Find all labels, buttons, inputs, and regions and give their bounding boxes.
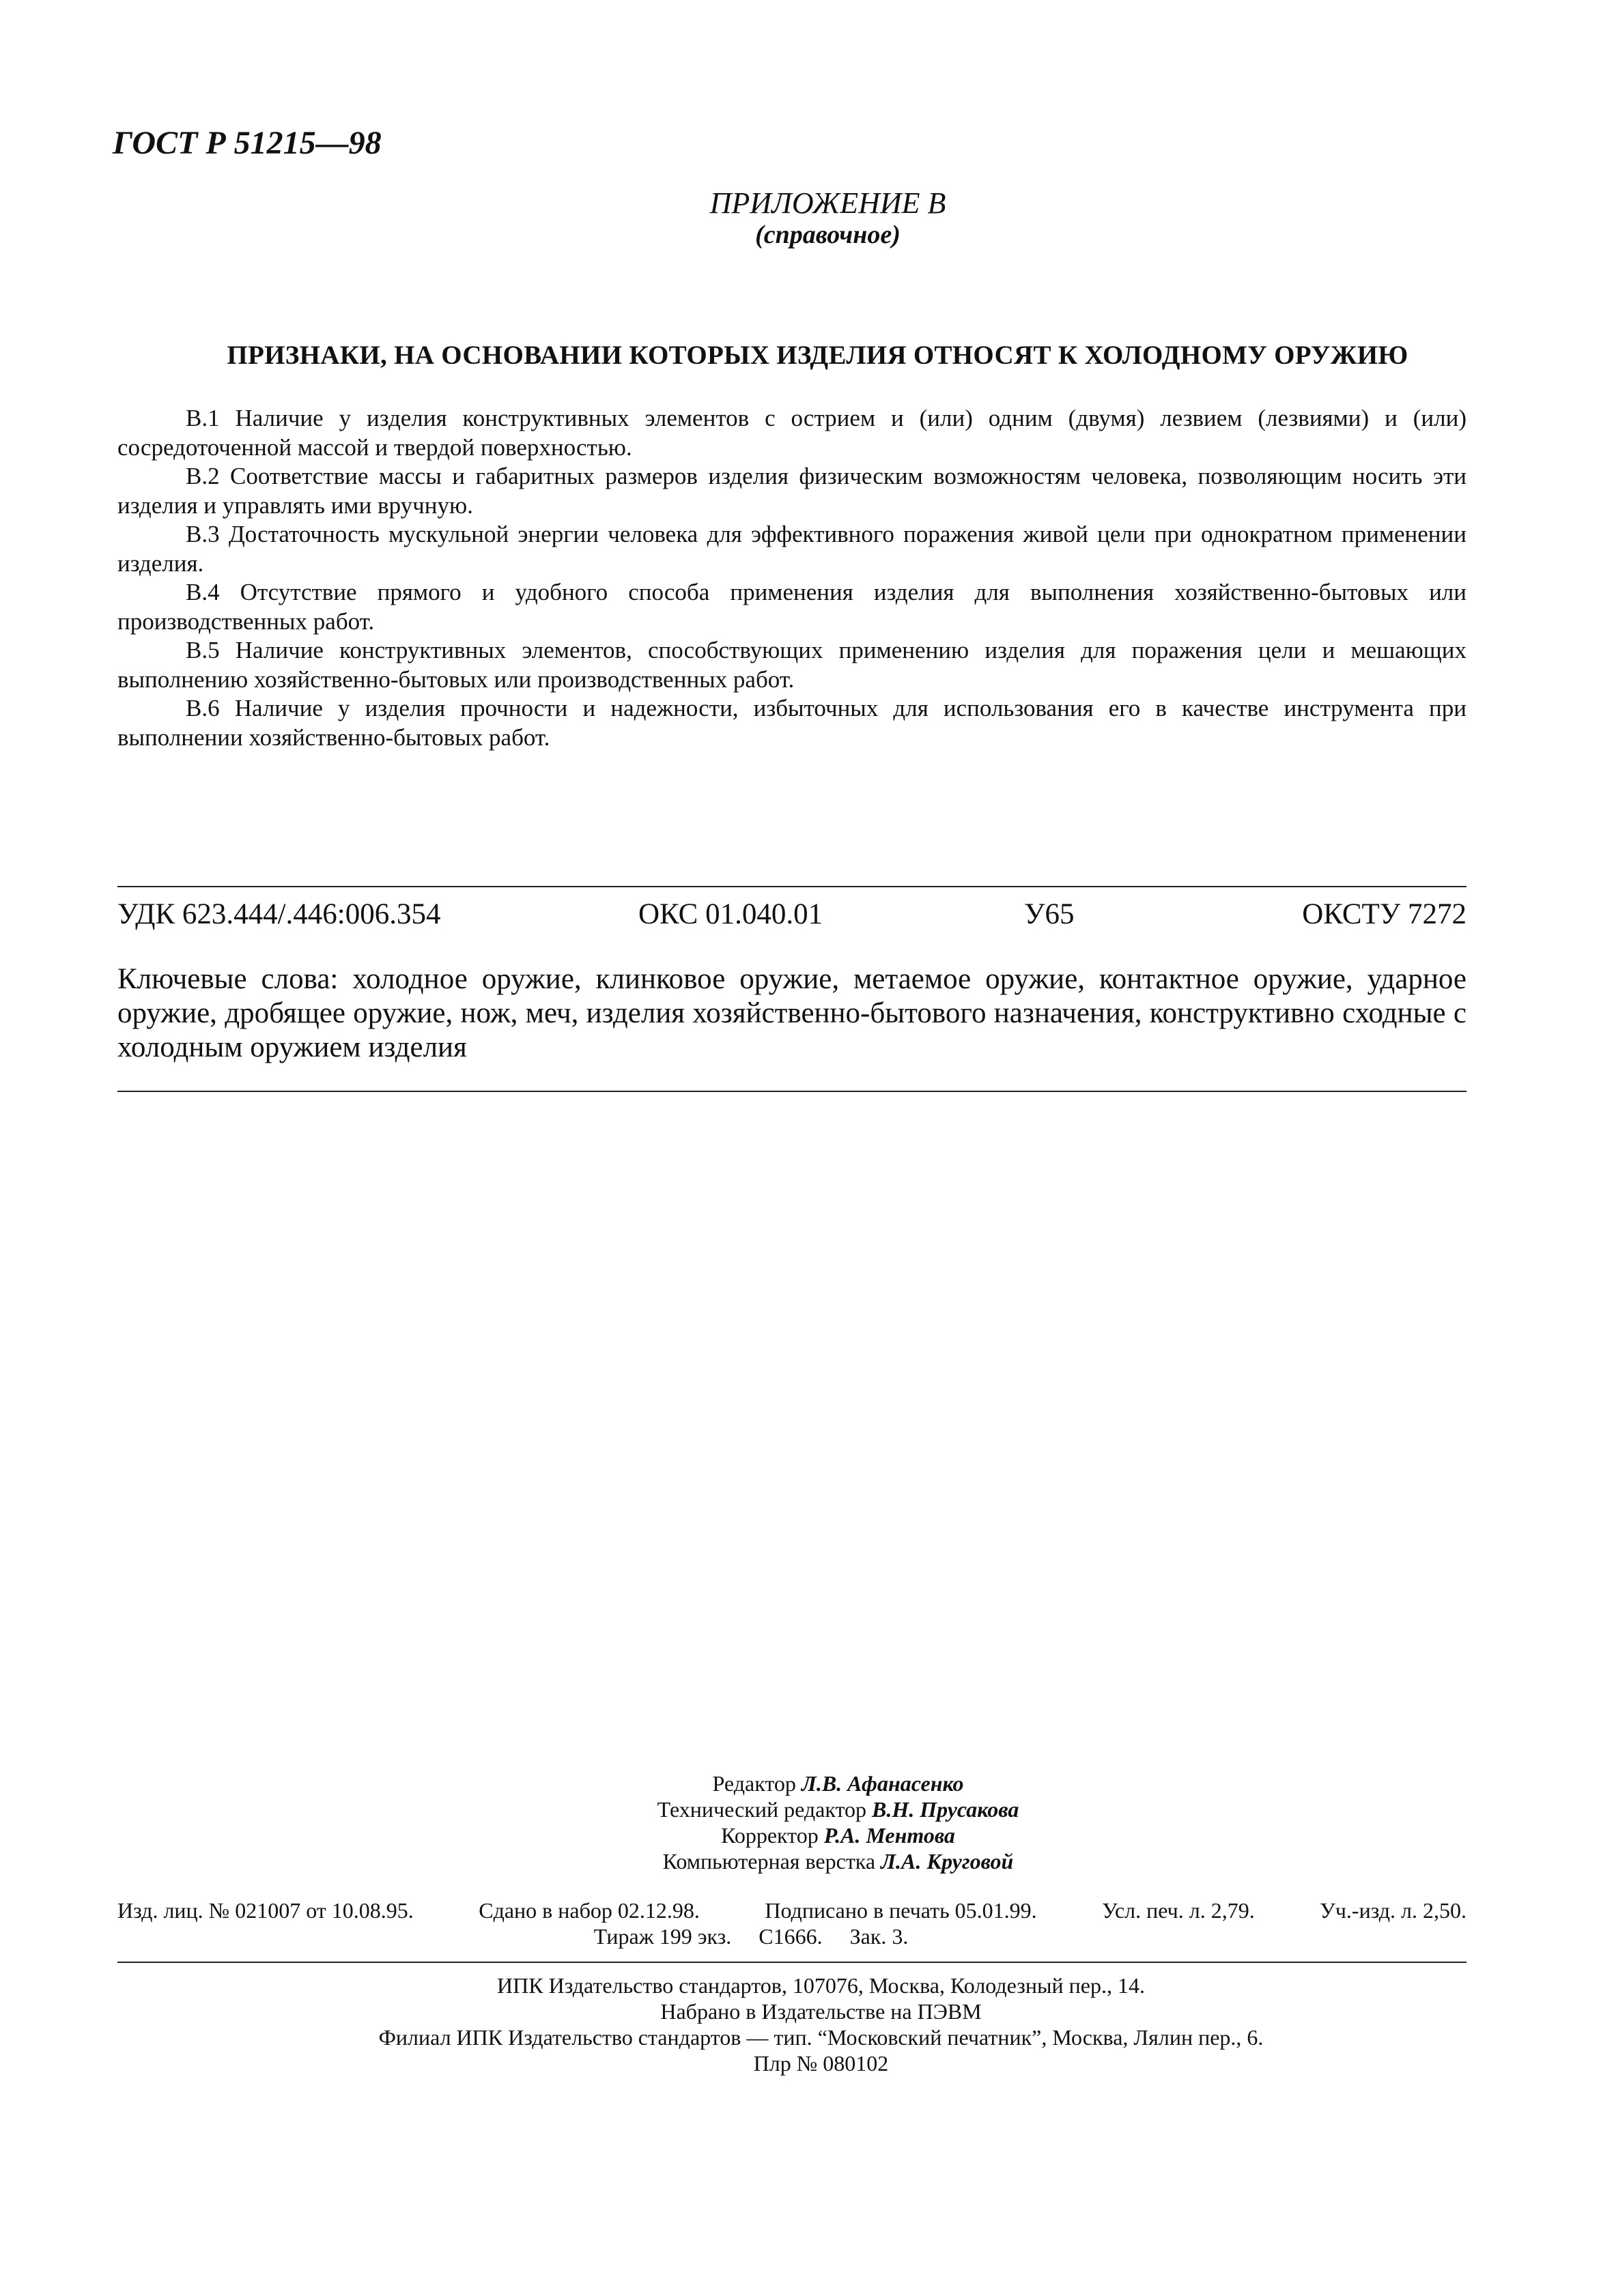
staff-name: В.Н. Прусакова — [872, 1797, 1019, 1822]
typeset-date: Сдано в набор 02.12.98. — [479, 1898, 700, 1923]
imprint-line: Набрано в Издательстве на ПЭВМ — [660, 1999, 982, 2024]
license-text: Изд. лиц. № 021007 от 10.08.95. — [117, 1898, 414, 1923]
order-number: Зак. 3. — [849, 1924, 909, 1949]
print-code: С1666. — [759, 1924, 823, 1949]
divider-bottom — [117, 1962, 1467, 1963]
print-sheets: Усл. печ. л. 2,79. — [1102, 1898, 1255, 1923]
clause-b6: В.6 Наличие у изделия прочности и надежности, избыточных для использования его в качестве инструмента при выполнении хозяйственно-бытовых работ. — [117, 695, 1467, 751]
clause-b2: В.2 Соответствие массы и габаритных размеров изделия физическим возможностям человека, позволяющим носить эти изделия и управлять ими вручную. — [117, 463, 1467, 519]
staff-role: Редактор — [712, 1771, 796, 1796]
clause-b4: В.4 Отсутствие прямого и удобного способа применения изделия для выполнения хозяйственно-бытовых или производственных работ. — [117, 579, 1467, 635]
editorial-staff — [0, 1770, 1601, 1874]
divider-middle — [117, 1091, 1467, 1092]
publisher-sheets: Уч.-изд. л. 2,50. — [1320, 1898, 1467, 1923]
divider-top — [117, 886, 1467, 887]
section-heading: ПРИЗНАКИ, НА ОСНОВАНИИ КОТОРЫХ ИЗДЕЛИЯ ОТНОСЯТ К ХОЛОДНОМУ ОРУЖИЮ — [227, 341, 1408, 370]
clause-b1: В.1 Наличие у изделия конструктивных элементов с острием и (или) одним (двумя) лезвием (лезвиями) и (или) сосредоточенной массой и твердой поверхностью. — [117, 405, 1467, 461]
staff-role: Компьютерная верстка — [662, 1849, 876, 1874]
publisher-imprint — [0, 1972, 1601, 2076]
staff-line — [75, 1848, 1601, 1874]
standard-code: ГОСТ Р 51215—98 — [113, 125, 382, 161]
imprint-line: Филиал ИПК Издательство стандартов — тип. “Московский печатник”, Москва, Лялин пер., 6. — [378, 2025, 1264, 2050]
publication-row — [117, 1897, 1467, 1923]
staff-line — [75, 1796, 1601, 1822]
staff-line — [75, 1770, 1601, 1796]
keywords-paragraph: Ключевые слова: холодное оружие, клинковое оружие, метаемое оружие, контактное оружие, ударное оружие, дробящее оружие, нож, меч, изделия хозяйственно-бытового назначения, конструктивно сходные с холодным оружием изделия — [117, 963, 1467, 1063]
udk-code: УДК 623.444/.446:006.354 — [117, 898, 441, 930]
staff-name: Л.А. Круговой — [881, 1849, 1014, 1874]
publication-info — [117, 1897, 1467, 1949]
clause-list — [117, 404, 1467, 752]
imprint-line: Плр № 080102 — [753, 2051, 889, 2076]
staff-role: Корректор — [721, 1823, 819, 1848]
staff-role: Технический редактор — [657, 1797, 867, 1822]
print-signed-date: Подписано в печать 05.01.99. — [765, 1898, 1037, 1923]
clause-b5: В.5 Наличие конструктивных элементов, способствующих применению изделия для поражения цели и мешающих выполнению хозяйственно-бытовых или производственных работ. — [117, 637, 1467, 693]
imprint-line: ИПК Издательство стандартов, 107076, Москва, Колодезный пер., 14. — [497, 1973, 1145, 1998]
print-run: Тираж 199 экз. — [593, 1924, 732, 1949]
clause-b3: В.3 Достаточность мускульной энергии человека для эффективного поражения живой цели при однократном применении изделия. — [117, 521, 1467, 577]
staff-name: Л.В. Афанасенко — [801, 1771, 964, 1796]
group-code: У65 — [1024, 898, 1075, 930]
staff-name: Р.А. Ментова — [823, 1823, 955, 1848]
okstu-code: ОКСТУ 7272 — [1302, 898, 1467, 930]
appendix-title: ПРИЛОЖЕНИЕ В — [709, 186, 946, 220]
staff-line — [75, 1822, 1601, 1848]
publication-row — [117, 1923, 1467, 1949]
oks-code: ОКС 01.040.01 — [638, 898, 823, 930]
appendix-type: (справочное) — [755, 220, 901, 249]
